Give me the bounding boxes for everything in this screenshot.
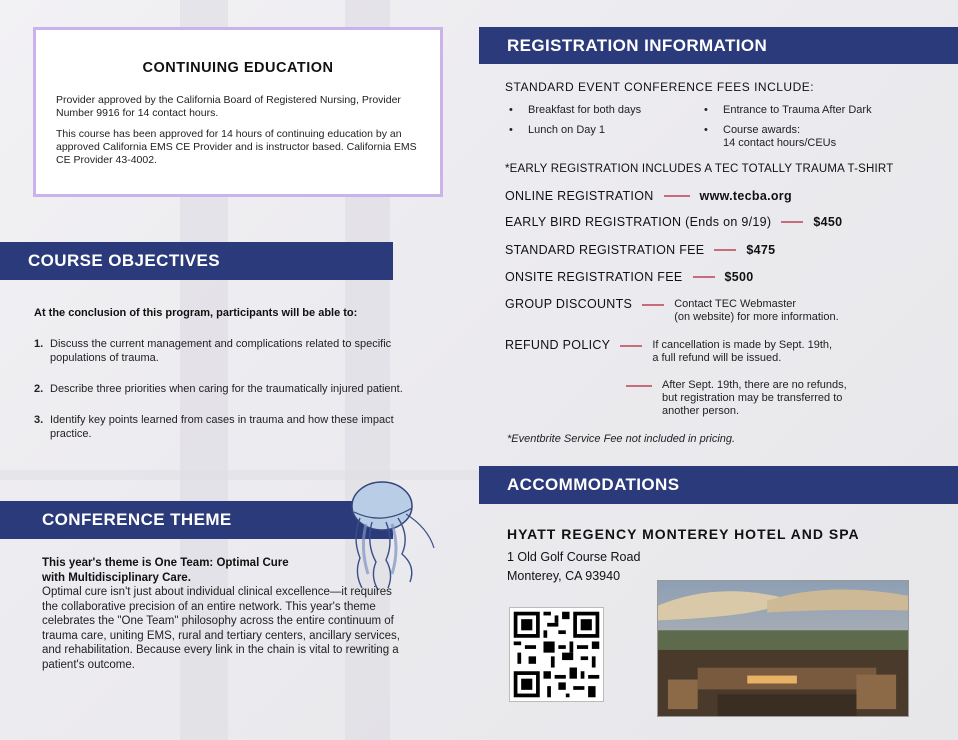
ce-paragraph-1: Provider approved by the California Board of Registered Nursing, Provider Number 9916 for 14 contact hours. xyxy=(56,94,401,119)
refund-policy-text-1: If cancellation is made by Sept. 19th, a full refund will be issued. xyxy=(652,339,833,364)
refund-policy-text-2: After Sept. 19th, there are no refunds, but registration may be transferred to another person. xyxy=(662,379,847,417)
objective-text: Discuss the current management and complications related to specific populations of trauma. xyxy=(50,338,392,364)
objective-number: 2. xyxy=(34,383,44,395)
dash-divider xyxy=(664,195,690,197)
refund-policy-row-2 xyxy=(626,379,847,418)
onsite-fee-price: $500 xyxy=(724,270,754,284)
objective-text: Describe three priorities when caring for the traumatically injured patient. xyxy=(50,383,403,395)
objective-text: Identify key points learned from cases in trauma and how these impact practice. xyxy=(50,414,394,440)
theme-intro: This year's theme is One Team: Optimal Cure with Multidisciplinary Care. xyxy=(42,557,289,584)
hotel-address-line-2: Monterey, CA 93940 xyxy=(507,569,621,583)
dash-divider xyxy=(642,304,664,306)
group-discounts-label: GROUP DISCOUNTS xyxy=(505,297,633,311)
group-discounts-row xyxy=(505,298,839,324)
theme-text xyxy=(42,556,402,672)
hotel-address-line-1: 1 Old Golf Course Road xyxy=(507,550,641,564)
hotel-photo xyxy=(657,580,909,717)
standard-fee-price: $475 xyxy=(746,243,776,257)
refund-policy-label: REFUND POLICY xyxy=(505,338,611,352)
objective-item xyxy=(34,337,414,365)
dash-divider xyxy=(620,345,642,347)
objective-number: 1. xyxy=(34,338,44,350)
fees-include-list-left xyxy=(507,104,697,144)
continuing-education-box xyxy=(33,27,443,197)
course-objectives-heading: COURSE OBJECTIVES xyxy=(0,242,393,280)
online-registration-link[interactable]: www.tecba.org xyxy=(699,189,792,203)
dash-divider xyxy=(626,385,652,387)
fee-include-item: • Lunch on Day 1 xyxy=(507,124,697,137)
objectives-intro: At the conclusion of this program, participants will be able to: xyxy=(34,307,358,319)
online-registration-row xyxy=(505,189,792,203)
dash-divider xyxy=(693,276,715,278)
standard-fee-label: STANDARD REGISTRATION FEE xyxy=(505,243,705,257)
theme-body: Optimal cure isn't just about individual clinical excellence—it requires the collaborative precision of an entire network. This year's theme celebrates the "One Team" philosophy across the entire continuum of trauma care, uniting EMS, rural and tertiary centers, ancillary services, and rehabilitation. Because every link in the chain is vital to rewriting a patient's outcome. xyxy=(42,586,400,671)
standard-fee-row xyxy=(505,243,775,257)
early-bird-label: EARLY BIRD REGISTRATION (Ends on 9/19) xyxy=(505,215,772,229)
onsite-fee-label: ONSITE REGISTRATION FEE xyxy=(505,270,683,284)
dash-divider xyxy=(714,249,736,251)
ce-paragraph-2: This course has been approved for 14 hours of continuing education by an approved California EMS CE Provider and is instructor based. California EMS CE Provider 43-4002. xyxy=(56,128,417,166)
fee-include-item: • Entrance to Trauma After Dark xyxy=(702,104,922,117)
accommodations-heading: ACCOMMODATIONS xyxy=(479,466,958,504)
qr-code[interactable] xyxy=(509,607,604,702)
ce-title: CONTINUING EDUCATION xyxy=(142,60,334,76)
objectives-list xyxy=(34,337,414,458)
conference-theme-heading: CONFERENCE THEME xyxy=(0,501,393,539)
onsite-fee-row xyxy=(505,270,754,284)
early-bird-row xyxy=(505,215,842,229)
early-bird-price: $450 xyxy=(813,215,843,229)
registration-heading: REGISTRATION INFORMATION xyxy=(479,27,958,64)
fee-include-item: • Course awards: 14 contact hours/CEUs xyxy=(702,124,922,150)
fees-include-list-right xyxy=(702,104,922,157)
fees-include-heading: STANDARD EVENT CONFERENCE FEES INCLUDE: xyxy=(505,80,815,94)
objective-item xyxy=(34,382,414,396)
fee-include-item: • Breakfast for both days xyxy=(507,104,697,117)
objective-number: 3. xyxy=(34,414,44,426)
refund-policy-row xyxy=(505,339,832,365)
hotel-name: HYATT REGENCY MONTEREY HOTEL AND SPA xyxy=(507,526,860,542)
online-registration-label: ONLINE REGISTRATION xyxy=(505,189,654,203)
service-fee-note: *Eventbrite Service Fee not included in pricing. xyxy=(507,433,736,445)
early-registration-note: *EARLY REGISTRATION INCLUDES A TEC TOTALLY TRAUMA T-SHIRT xyxy=(505,163,894,175)
objective-item xyxy=(34,413,414,441)
dash-divider xyxy=(781,221,803,223)
group-discounts-text: Contact TEC Webmaster (on website) for more information. xyxy=(674,298,839,323)
